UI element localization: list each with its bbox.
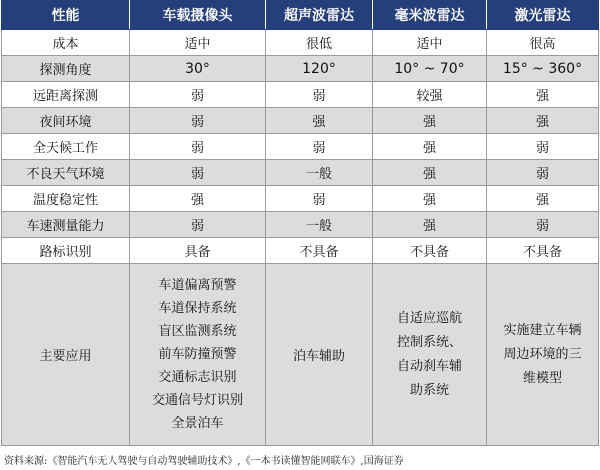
table-row (2, 30, 599, 56)
row-label: 全天候工作 (2, 134, 130, 160)
cell-camera: 弱 (130, 82, 266, 108)
cell-ultrasonic: 一般 (266, 212, 373, 238)
cell-ultrasonic-applications: 泊车辅助 (266, 264, 373, 446)
row-label: 温度稳定性 (2, 186, 130, 212)
application-line: 维模型 (522, 370, 562, 386)
application-item: 盲区监测系统 (158, 324, 237, 339)
cell-ultrasonic: 不具备 (266, 238, 373, 264)
row-label: 不良天气环境 (2, 160, 130, 186)
row-label: 夜间环境 (2, 108, 130, 134)
application-item: 全景泊车 (171, 416, 224, 431)
cell-mmwave: 适中 (373, 30, 487, 56)
table-row (2, 82, 599, 108)
cell-lidar: 强 (487, 82, 599, 108)
application-line: 自适应巡航 (396, 310, 462, 326)
table-row (2, 134, 599, 160)
cell-mmwave: 强 (373, 108, 487, 134)
cell-camera: 具备 (130, 238, 266, 264)
cell-mmwave: 不具备 (373, 238, 487, 264)
table-row (2, 212, 599, 238)
header-performance: 性能 (2, 1, 130, 30)
application-item: 车道保持系统 (158, 301, 237, 316)
header-row (2, 1, 599, 30)
applications-row (2, 264, 599, 446)
cell-lidar: 强 (487, 108, 599, 134)
cell-mmwave: 强 (373, 134, 487, 160)
header-lidar: 激光雷达 (487, 1, 599, 30)
application-item: 交通信号灯识别 (151, 393, 243, 408)
cell-ultrasonic: 弱 (266, 82, 373, 108)
cell-lidar: 15° ~ 360° (487, 56, 599, 82)
cell-mmwave: 强 (373, 186, 487, 212)
row-label: 远距离探测 (2, 82, 130, 108)
header-ultrasonic: 超声波雷达 (266, 1, 373, 30)
table-row (2, 186, 599, 212)
application-line: 周边环境的三 (503, 346, 582, 362)
cell-ultrasonic: 一般 (266, 160, 373, 186)
row-label: 车速测量能力 (2, 212, 130, 238)
cell-lidar: 弱 (487, 134, 599, 160)
row-label: 成本 (2, 30, 130, 56)
cell-ultrasonic: 120° (266, 56, 373, 82)
application-line: 实施建立车辆 (503, 322, 582, 338)
table-row (2, 160, 599, 186)
cell-camera: 强 (130, 186, 266, 212)
table-row (2, 108, 599, 134)
cell-lidar-applications (487, 264, 599, 446)
header-mmwave: 毫米波雷达 (373, 1, 487, 30)
cell-ultrasonic: 弱 (266, 134, 373, 160)
application-item: 交通标志识别 (158, 370, 237, 385)
application-line: 控制系统、 (396, 334, 462, 350)
cell-lidar: 强 (487, 186, 599, 212)
cell-mmwave: 较强 (373, 82, 487, 108)
table-row (2, 238, 599, 264)
row-label: 探测角度 (2, 56, 130, 82)
cell-camera: 适中 (130, 30, 266, 56)
row-label: 路标识别 (2, 238, 130, 264)
cell-mmwave: 10° ~ 70° (373, 56, 487, 82)
table-row (2, 56, 599, 82)
cell-lidar: 弱 (487, 160, 599, 186)
cell-camera: 弱 (130, 108, 266, 134)
application-item: 前车防撞预警 (158, 347, 237, 362)
cell-ultrasonic: 弱 (266, 186, 373, 212)
row-label: 主要应用 (2, 264, 130, 446)
cell-camera: 30° (130, 56, 266, 82)
application-line: 助系统 (409, 382, 449, 398)
cell-mmwave: 强 (373, 212, 487, 238)
cell-lidar: 不具备 (487, 238, 599, 264)
cell-mmwave: 强 (373, 160, 487, 186)
cell-camera: 弱 (130, 212, 266, 238)
cell-camera: 弱 (130, 134, 266, 160)
cell-ultrasonic: 很低 (266, 30, 373, 56)
cell-ultrasonic: 强 (266, 108, 373, 134)
application-item: 车道偏离预警 (158, 278, 237, 293)
cell-lidar: 很高 (487, 30, 599, 56)
cell-camera: 弱 (130, 160, 266, 186)
header-camera: 车载摄像头 (130, 1, 266, 30)
cell-lidar: 弱 (487, 212, 599, 238)
application-line: 自动刹车辅 (396, 358, 462, 374)
cell-camera-applications (130, 264, 266, 446)
sensor-comparison-table (1, 0, 599, 446)
source-note: 资料来源:《智能汽车无人驾驶与自动驾驶辅助技术》,《一本书读懂智能网联车》,国海证券 (4, 456, 404, 467)
cell-mmwave-applications (373, 264, 487, 446)
